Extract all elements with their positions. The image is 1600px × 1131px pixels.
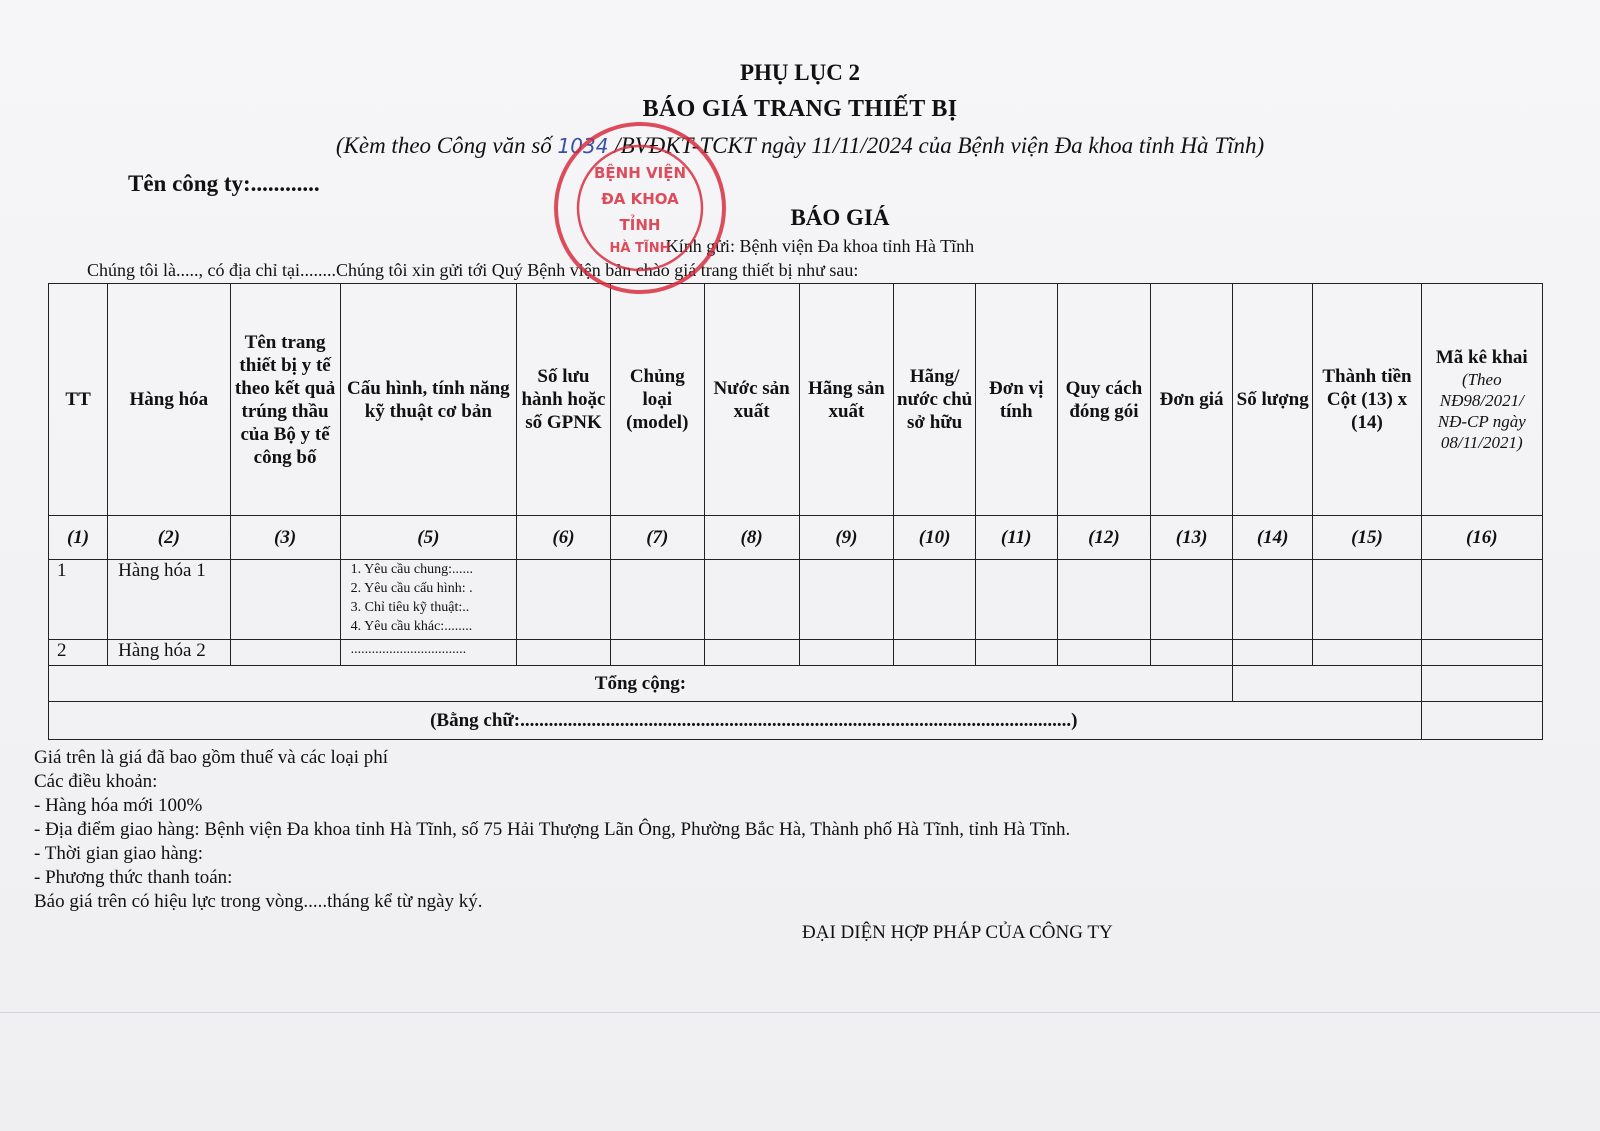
quote-heading: BÁO GIÁ: [790, 205, 890, 230]
column-number: (10): [894, 516, 976, 560]
column-header-note: (Theo NĐ98/2021/ NĐ-CP ngày 08/11/2021): [1437, 370, 1526, 452]
stamp-text: ĐA KHOA: [601, 190, 679, 208]
terms-line: - Thời gian giao hàng:: [34, 843, 204, 864]
empty-cell: [1151, 640, 1233, 666]
column-number-row: [49, 516, 1543, 560]
stamp-text: HÀ TĨNH: [609, 241, 671, 256]
item-name: Hàng hóa 2: [108, 640, 230, 666]
column-header: Hàng hóa: [108, 284, 230, 516]
column-number: (5): [340, 516, 516, 560]
column-header: Tên trang thiết bị y tế theo kết quả trúng thầu của Bộ y tế công bố: [230, 284, 340, 516]
spec-line: 1. Yêu cầu chung:......: [350, 562, 473, 577]
spec-line: 3. Chỉ tiêu kỹ thuật:..: [350, 600, 470, 615]
column-header: Hãng/ nước chủ sở hữu: [894, 284, 976, 516]
stamp-text: BỆNH VIỆN: [594, 164, 686, 182]
terms-line: - Địa điểm giao hàng: Bệnh viện Đa khoa tỉnh Hà Tĩnh, số 75 Hải Thượng Lãn Ông, Phường Bắc Hà, Thành phố Hà Tĩnh, tỉnh Hà Tĩnh.: [34, 819, 1071, 840]
row-number: 2: [49, 640, 108, 666]
empty-cell: [1421, 702, 1542, 740]
empty-cell: [230, 640, 340, 666]
stamp-outer-ring: [556, 124, 724, 292]
empty-cell: [975, 560, 1057, 640]
column-header: Chủng loại (model): [610, 284, 704, 516]
column-number: (15): [1313, 516, 1421, 560]
column-number: (7): [610, 516, 704, 560]
subtitle-prefix: (Kèm theo Công văn số: [335, 133, 558, 158]
column-header: Nước sản xuất: [704, 284, 799, 516]
column-number: (2): [108, 516, 230, 560]
column-header: Đơn giá: [1151, 284, 1233, 516]
column-number: (16): [1421, 516, 1542, 560]
empty-cell: [894, 560, 976, 640]
empty-cell: [1421, 560, 1542, 640]
column-number: (8): [704, 516, 799, 560]
column-header: Số lượng: [1232, 284, 1313, 516]
spec-list: [343, 640, 514, 659]
empty-cell: [975, 640, 1057, 666]
empty-cell: [1421, 666, 1542, 702]
column-header-label: Mã kê khai: [1435, 347, 1528, 368]
column-header: Thành tiền Cột (13) x (14): [1313, 284, 1421, 516]
empty-cell: [799, 560, 894, 640]
paper-fold-line: [0, 1012, 1600, 1013]
stamp-text: TỈNH: [619, 216, 661, 234]
intro-line: Chúng tôi là....., có địa chỉ tại........Chúng tôi xin gửi tới Quý Bệnh viện bản chào giá trang thiết bị như sau:: [87, 260, 859, 280]
empty-cell: [704, 640, 799, 666]
column-header: TT: [49, 284, 108, 516]
column-header: Số lưu hành hoặc số GPNK: [517, 284, 611, 516]
terms-line: Giá trên là giá đã bao gồm thuế và các loại phí: [34, 747, 389, 768]
column-header-declaration-code: [1421, 284, 1542, 516]
empty-cell: [1057, 560, 1151, 640]
spec-line: 4. Yêu cầu khác:........: [350, 619, 473, 634]
empty-cell: [1313, 560, 1421, 640]
company-name-line: Tên công ty:............: [128, 171, 320, 196]
empty-cell: [894, 640, 976, 666]
quotation-table: [48, 283, 1543, 740]
column-header: Quy cách đóng gói: [1057, 284, 1151, 516]
empty-cell: [799, 640, 894, 666]
empty-cell: [1232, 640, 1313, 666]
empty-cell: [517, 560, 611, 640]
column-number: (1): [49, 516, 108, 560]
spec-line: 2. Yêu cầu cấu hình: .: [350, 581, 473, 596]
amount-in-words-row: [49, 702, 1543, 740]
document-subtitle: [0, 133, 1600, 159]
table-row: [49, 640, 1543, 666]
column-number: (3): [230, 516, 340, 560]
column-number: (11): [975, 516, 1057, 560]
amount-in-words: (Bằng chữ:....................................................................................................................): [49, 702, 1422, 740]
document-title: BÁO GIÁ TRANG THIẾT BỊ: [642, 96, 958, 122]
table-row: [49, 560, 1543, 640]
spec-line: .................................: [350, 642, 467, 657]
terms-line: Báo giá trên có hiệu lực trong vòng.....tháng kể từ ngày ký.: [34, 891, 483, 912]
column-number: (14): [1232, 516, 1313, 560]
table-header-row: [49, 284, 1543, 516]
subtitle-suffix: /BVĐKT-TCKT ngày 11/11/2024 của Bệnh viện Đa khoa tỉnh Hà Tĩnh): [608, 133, 1265, 158]
spec-cell: [340, 560, 516, 640]
column-number: (9): [799, 516, 894, 560]
empty-cell: [1313, 640, 1421, 666]
total-label: Tổng cộng:: [49, 666, 1233, 702]
total-amount-cell: [1232, 666, 1421, 702]
terms-line: Các điều khoản:: [34, 771, 158, 792]
spec-list: [343, 560, 514, 636]
empty-cell: [1151, 560, 1233, 640]
empty-cell: [704, 560, 799, 640]
item-name: Hàng hóa 1: [108, 560, 230, 640]
handwritten-document-number: 1034: [557, 134, 609, 158]
column-header: Đơn vị tính: [975, 284, 1057, 516]
hospital-seal-stamp: [552, 120, 728, 296]
total-row: [49, 666, 1543, 702]
column-header: Cấu hình, tính năng kỹ thuật cơ bản: [340, 284, 516, 516]
empty-cell: [1232, 560, 1313, 640]
signature-title: ĐẠI DIỆN HỢP PHÁP CỦA CÔNG TY: [802, 922, 1113, 943]
column-number: (13): [1151, 516, 1233, 560]
column-header: Hãng sản xuất: [799, 284, 894, 516]
empty-cell: [1057, 640, 1151, 666]
empty-cell: [517, 640, 611, 666]
empty-cell: [230, 560, 340, 640]
column-number: (12): [1057, 516, 1151, 560]
terms-line: - Phương thức thanh toán:: [34, 867, 233, 888]
empty-cell: [1421, 640, 1542, 666]
empty-cell: [610, 560, 704, 640]
terms-section: [34, 746, 1070, 914]
recipient-line: Kính gửi: Bệnh viện Đa khoa tỉnh Hà Tĩnh: [665, 236, 975, 256]
spec-cell: [340, 640, 516, 666]
empty-cell: [610, 640, 704, 666]
terms-line: - Hàng hóa mới 100%: [34, 795, 203, 816]
column-number: (6): [517, 516, 611, 560]
row-number: 1: [49, 560, 108, 640]
appendix-title: PHỤ LỤC 2: [739, 60, 861, 85]
